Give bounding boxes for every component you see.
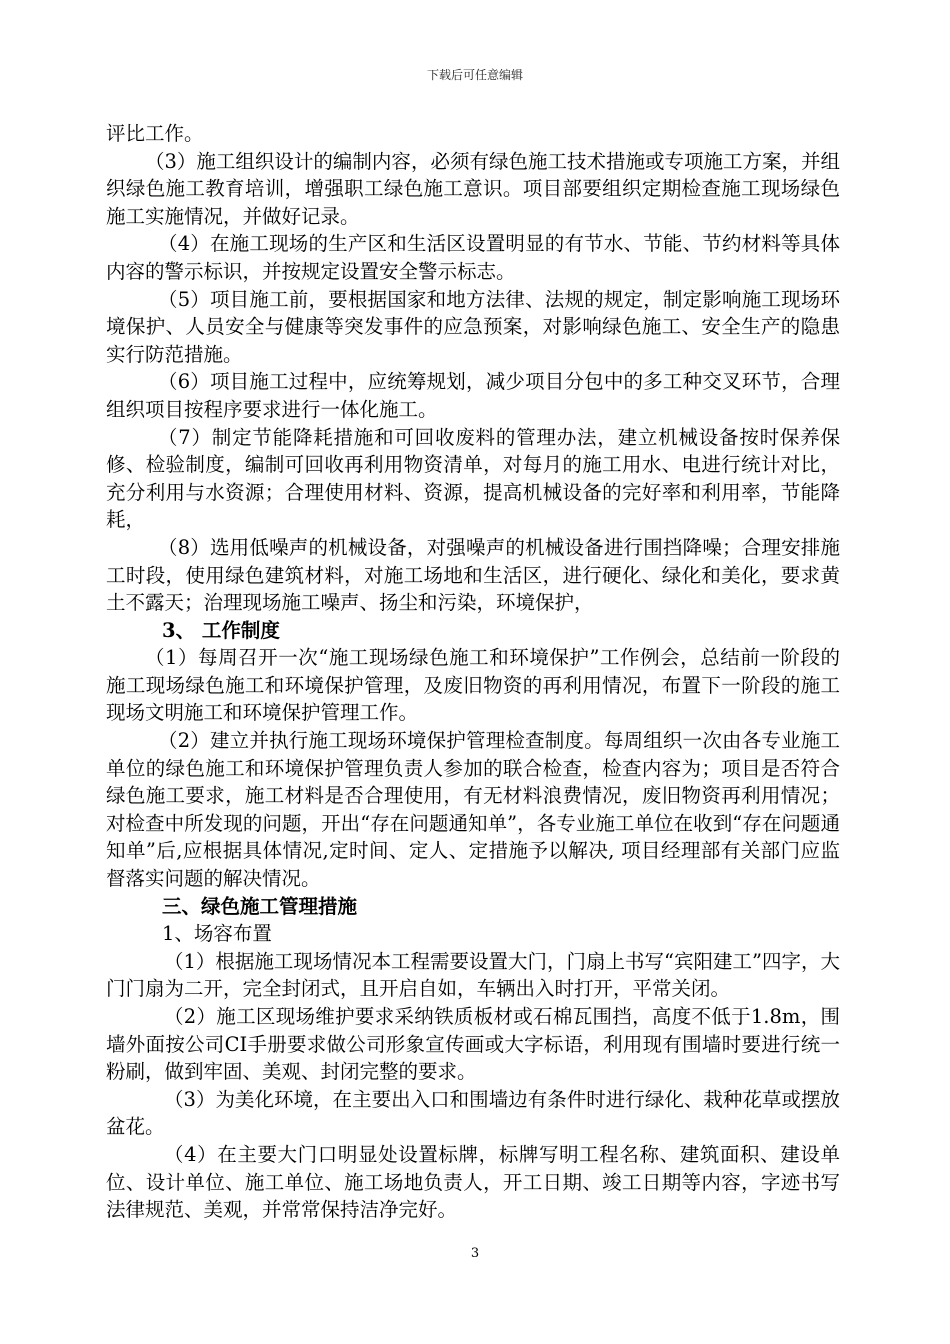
paragraph: （7）制定节能降耗措施和可回收废料的管理办法，建立机械设备按时保养保修、检验制度，编制可回收再利用物资清单，对每月的施工用水、电进行统计对比，充分利用与水资源；合理使用材料、资源，提高机械设备的完好率和利用率，节能降耗， [106, 425, 840, 532]
section-heading: 3、 工作制度 [162, 618, 280, 642]
paragraph: （2）施工区现场维护要求采纳铁质板材或石棉瓦围挡，高度不低于1.8m，围墙外面按公司CI手册要求做公司形象宣传画或大字标语，利用现有围墙时要进行统一粉刷，做到牢固、美观、封闭完整的要求。 [106, 1005, 840, 1084]
section-heading: 三、绿色施工管理措施 [162, 894, 358, 918]
paragraph: （5）项目施工前，要根据国家和地方法律、法规的规定，制定影响施工现场环境保护、人员安全与健康等突发事件的应急预案，对影响绿色施工、安全生产的隐患实行防范措施。 [106, 287, 840, 366]
paragraph: （3）施工组织设计的编制内容，必须有绿色施工技术措施或专项施工方案，并组织绿色施工教育培训，增强职工绿色施工意识。项目部要组织定期检查施工现场绿色施工实施情况，并做好记录。 [106, 149, 840, 228]
paragraph: （4）在主要大门口明显处设置标牌，标牌写明工程名称、建筑面积、建设单位、设计单位、施工单位、施工场地负责人，开工日期、竣工日期等内容，字迹书写法律规范、美观，并常常保持洁净完好。 [106, 1142, 840, 1222]
subsection-heading: 1、场容布置 [162, 922, 272, 946]
paragraph: 评比工作。 [106, 122, 204, 145]
paragraph: （4）在施工现场的生产区和生活区设置明显的有节水、节能、节约材料等具体内容的警示标识，并按规定设置安全警示标志。 [106, 232, 840, 283]
document-body [106, 120, 840, 1224]
paragraph: （3）为美化环境，在主要出入口和围墙边有条件时进行绿化、栽种花草或摆放盆花。 [106, 1087, 840, 1139]
paragraph: （2）建立并执行施工现场环境保护管理检查制度。每周组织一次由各专业施工单位的绿色施工和环境保护管理负责人参加的联合检查，检查内容为；项目是否符合绿色施工要求，施工材料是否合理使用，有无材料浪费情况，废旧物资再利用情况；对检查中所发现的问题，开出“存在问题通知单”，各专业施工单位在收到“存在问题通知单”后,应根据具体情况,定时间、定人、定措施予以解决, 项目经理部有关部门应监督落实问题的解决情况。 [106, 729, 840, 891]
page-number: 3 [470, 1246, 480, 1261]
paragraph: （8）选用低噪声的机械设备，对强噪声的机械设备进行围挡降噪；合理安排施工时段，使用绿色建筑材料，对施工场地和生活区，进行硬化、绿化和美化，要求黄土不露天；治理现场施工噪声、扬尘和污染，环境保护， [106, 535, 840, 615]
page-header: 下载后可任意编辑 [426, 68, 523, 82]
paragraph: （6）项目施工过程中，应统筹规划，减少项目分包中的多工种交叉环节，合理组织项目按程序要求进行一体化施工。 [106, 370, 840, 421]
paragraph: （1）每周召开一次“施工现场绿色施工和环境保护”工作例会，总结前一阶段的施工现场绿色施工和环境保护管理，及废旧物资的再利用情况，布置下一阶段的施工现场文明施工和环境保护管理工作。 [106, 646, 840, 725]
paragraph: （1）根据施工现场情况本工程需要设置大门，门扇上书写“宾阳建工”四字，大门门扇为二开，完全封闭式，且开启自如，车辆出入时打开，平常关闭。 [106, 949, 840, 1001]
